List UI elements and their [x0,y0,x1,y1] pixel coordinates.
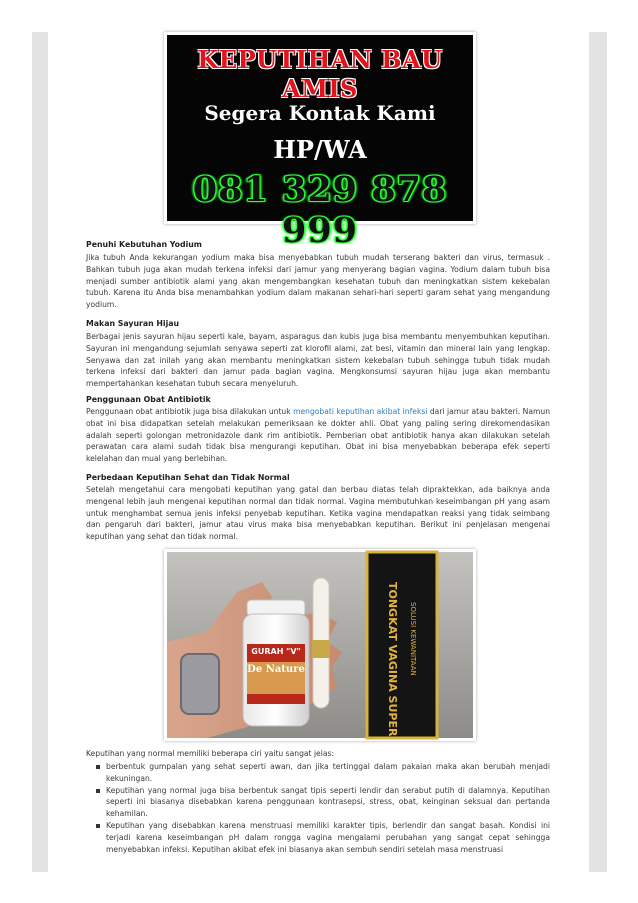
jar-brand-text: GURAH "V" [251,647,301,656]
box-title-text: TONGKAT VAGINA SUPER [386,582,399,737]
bullet-icon [96,765,100,769]
list-item-text: Keputihan yang normal juga bisa berbentuk sangat tipis seperti lendir dan serabut putih di dalamnya. Keputihan seperti ini biasanya disebabkan karena penggunaan kontrasepsi, stress, obat, keinginan seksual dan pertanda kehamilan. [106,785,550,819]
list-item [86,761,550,785]
product-box-shape [367,552,437,738]
antibiotik-text-pre: Penggunaan obat antibiotik juga bisa dilakukan untuk [86,407,294,416]
banner-image [167,35,473,251]
wand-band [312,640,330,658]
heading-yodium: Penuhi Kebutuhan Yodium [86,240,202,249]
banner-contact-label: HP/WA [273,135,367,164]
banner-phone-number: 081 329 878 999 [192,169,448,251]
paragraph-sayuran: Berbagai jenis sayuran hijau seperti kale, bayam, asparagus dan kubis juga bisa membantu menyembuhkan keputihan. Sayuran ini mengandung sejumlah senyawa seperti zat klorofil alami, zat besi, vitamin dan mineral lain yang lengkap. Senyawa dan zat inilah yang akan membantu meningkatkan sistem kekebalan tubuh sehingga tubuh tidak mudah terkena infeksi dari bakteri dan jamur pada bagian vagina. Mengkonsumsi sayuran hijau juga akan membantu mempertahankan kesehatan tubuh secara menyeluruh. [86,332,550,389]
paragraph-antibiotik [86,406,550,465]
product-photo-drawing [167,552,473,738]
document-page [48,32,589,872]
banner-subtitle: Segera Kontak Kami [204,101,436,125]
contact-banner [164,32,476,251]
jar-name-text: De Nature [247,664,305,675]
box-subtitle-text: SOLUSI KEWANITAAN [409,602,417,676]
bullet-icon [96,824,100,828]
link-mengobati-keputihan[interactable]: mengobati keputihan akibat infeksi [293,407,428,416]
product-photo [164,549,476,741]
list-item-text: Keputihan yang disebabkan karena menstruasi memiliki karakter tipis, berlendir dan sangat basah. Kondisi ini terjadi karena keseimbangan pH dalam rongga vagina mengalami perubahan yang sangat cepat sehingga menyebabkan infeksi. Keputihan akibat efek ini biasanya akan sembuh sendiri setelah masa menstruasi [106,820,550,854]
heading-sayuran: Makan Sayuran Hijau [86,319,180,328]
list-item [86,820,550,855]
paragraph-yodium: Jika tubuh Anda kekurangan yodium maka bisa menyebabkan tubuh mudah terserang bakteri dan virus, termasuk . Bahkan tubuh juga akan mudah terkena infeksi dari jamur yang menyerang bagian vagina. Yodium dalam tubuh bisa menjadi sumber antibiotik alami yang akan mengembangkan kesehatan tubuh dan meningkatkan sistem kekebalan tubuh. Karena itu Anda bisa menambahkan yodium dalam makanan sehari-hari seperti garam sehat yang mengandung yodium. [86,253,550,310]
antibiotik-text-post: dari jamur atau bakteri. Namun obat ini bisa didapatkan setelah melakukan pemeriksaan ke dokter ahli. Obat yang paling sering direkomendasikan adalah seperti golongan metronidazole dank rim antibiotik. Pemberian obat antibiotik hanya akan dilakukan setelah perawatan cara alami sudah tidak bisa mengurangi keputihan. Obat ini bisa menyebabkan beberapa efek seperti kelelahan dan mual yang berlebihan. [86,407,551,464]
bullet-icon [96,789,100,793]
paragraph-perbedaan: Setelah mengetahui cara mengobati keputihan yang gatal dan berbau diatas telah dipraktekkan, ada baiknya anda mengenal lebih jauh mengenai keputihan normal dan tidak normal. Vagina membutuhkan keseimbangan pH yang asam untuk menghambat semua jenis infeksi penyebab keputihan. Ketika vagina mendapatkan reaksi yang tidak seimbang dan pengaruh dari bakteri, jamur atau virus maka bisa menyebabkan keputihan. Berikut ini penjelasan mengenai keputihan yang sehat dan tidak normal. [86,485,550,542]
banner-title: KEPUTIHAN BAU AMIS [197,45,443,103]
page-margin-right [589,32,607,872]
list-item [86,785,550,820]
product-photo-image [167,552,473,738]
wristwatch-shape [181,654,219,714]
list-item-text: berbentuk gumpalan yang sehat seperti awan, dan jika tertinggal dalam pakaian maka akan berubah menjadi kekuningan. [106,762,550,783]
page-margin-left [32,32,48,872]
heading-antibiotik: Penggunaan Obat Antibiotik [86,395,211,404]
paragraph-normal-intro: Keputihan yang normal memiliki beberapa ciri yaitu sangat jelas: [86,749,335,758]
heading-perbedaan: Perbedaan Keputihan Sehat dan Tidak Normal [86,473,290,482]
normal-characteristics-list [86,761,550,855]
